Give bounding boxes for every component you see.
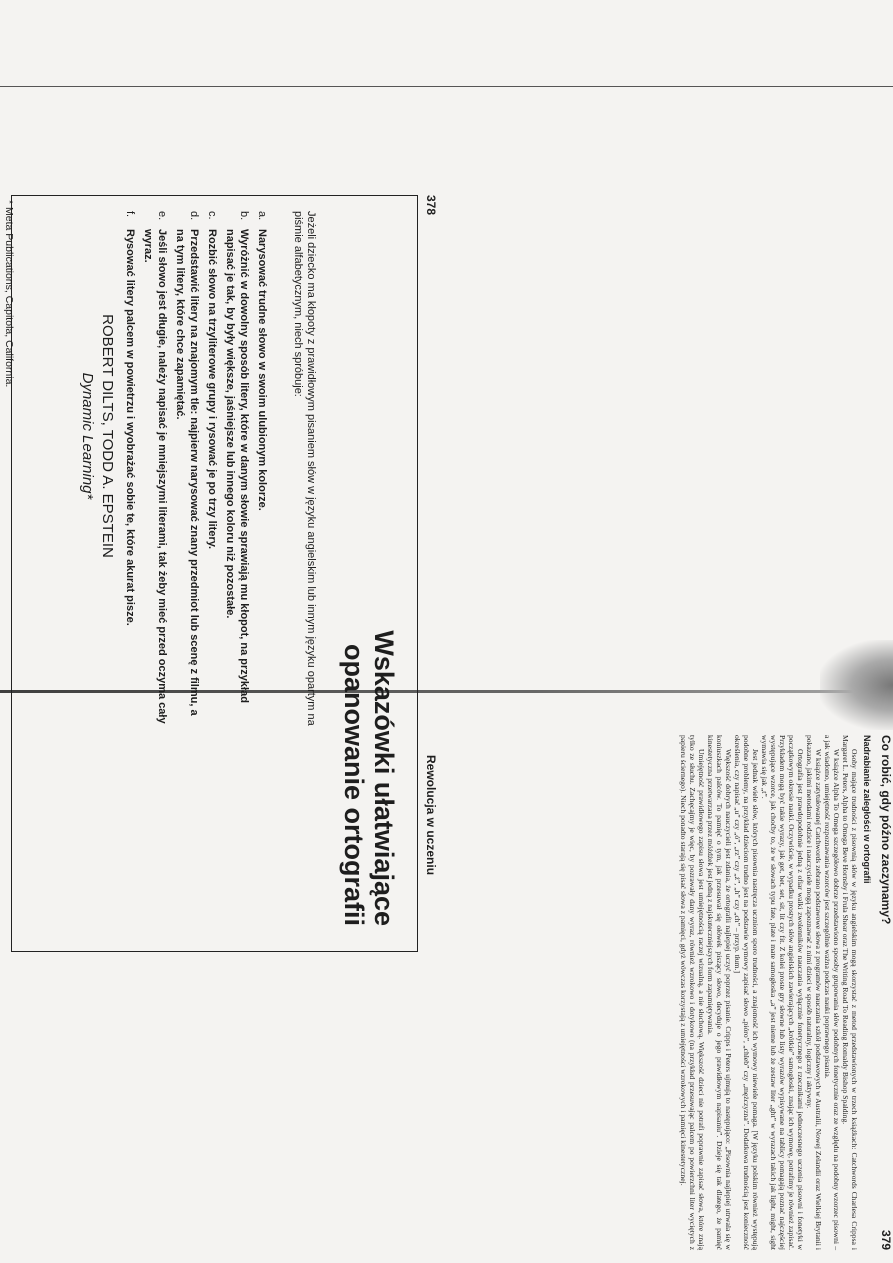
tips-list <box>119 211 269 731</box>
footnote: * Meta Publications, Capitola, California. <box>3 200 15 388</box>
gutter-shadow <box>820 640 893 730</box>
right-page-body <box>681 735 871 1250</box>
running-head-right: Co robić, gdy późno zaczynamy? <box>879 735 893 925</box>
box-intro: Jeżeli dziecko ma kłopoty z prawidłowym pisaniem słów w języku angielskim lub innym języku opartym na piśmie alfabetycznym, niech spróbuje: <box>292 211 317 726</box>
list-item: f. Rysować litery palcem w powietrzu i wyobrażać sobie te, które akurat pisze. <box>124 211 136 626</box>
paragraph: Jest jednak wiele słów, których pisownia nastręcza uczniom sporo trudności, a znajomość ich wymowy niewiele pomaga. [W języku polskim również występują podobne problemy, na przykład dzieciom trudno jest na podstawie wymowy zapisać słowo „pióro”, „chleb” czy „mężczyzna”. Dodatkowa trudnością jest konieczność określenia, czy napisać „u” czy „ó”, „rz” czy „ż”, „h” czy „ch” – przyp. tłum.] <box>733 735 760 1250</box>
list-item: e. Jeśli słowo jest długie, należy napisać je mniejszymi literami, tak żeby mieć przed oczyma cały wyraz. <box>142 211 168 724</box>
paragraph: W książce Alpha To Omega szczegółowo dobrze przedstawiono sposoby grupowania słów podobnych fonetycznie oraz ze względu na podobny wzorzec pisowni – a jak wiadomo, umiejętność rozpoznawania wzorców jest szczególnie ważna podczas nauki poprawnego pisania. <box>823 735 841 1250</box>
section-heading: Nadrabianie zaległości w ortografii <box>862 735 872 884</box>
running-head-left: Rewolucja w uczeniu <box>424 755 438 876</box>
scan-edge-line <box>0 86 893 87</box>
paragraph: Większość dobrych nauczycieli jest zdania, że ortografii najlepiej uczyć poprzez pisanie. Cripps i Peters ujmują to następująco: „Pisownia najlepiej utrwala się w koniuszkach palców. To pamięć o tym, jak przesuwał się ołówek piszący słowo, decyduje o jego prawidłowym napisaniu”. Dzieje się tak dlatego, że pamięć kinestetyczna przetwarzana przez móżdżek jest jedną z najskuteczniejszych form zapamiętywania. <box>706 735 733 1250</box>
right-page <box>678 735 893 1255</box>
page-number-right: 379 <box>879 1230 893 1251</box>
paragraph: W książce zatytułowanej Catchwords zebrano podstawowe słowa z programów nauczania szkół podstawowych w Australii, Nowej Zelandii oraz Wielkiej Brytanii i pokazano, jakimi metodami rodzice i nauczyciele mogą zapoznawać z nimi dzieci w sposób naturalny, logiczny i aktywny. <box>805 735 823 1250</box>
author-credit: ROBERT DILTS, TODD A. EPSTEIN Dynamic Learning* <box>79 314 116 558</box>
paragraph: Ortografia jest prawdopodobnie jedną z ofiar walki zwolenników nauczania wyłącznie fonetycznego z rzecznikami jednoczesnego uczenia pisowni i fonetyki w początkowym okresie nauki. Oczywiście, w wypadku prostych słów angielskich zawierających „krótkie” samogłoski, znając ich wymowę, potrafimy je również zapisać. Przykładem mogą być takie wyrazy, jak get, bet, set, sit, lit czy fit. Z kolei proste gry słowne lub listy wyrazów wypisywane na tablicy pomagają poznać najczęściej występujące wzorce, jak choćby to, że w słowach typu fate, plate i mate samogłoska „a” jest nieme lub że zestaw liter „ght” w wyrazach takich jak light, might, sight wymawia się jak „t”. <box>760 735 805 1250</box>
info-box <box>11 195 418 952</box>
list-item: b. Wyróżnić w dowolny sposób litery, które w danym słowie sprawiają mu kłopot, na przykład napisać je tak, by były większe, jaśniejsze lub innego koloru niż pozostałe. <box>224 211 250 703</box>
list-item: c. Rozbić słowo na trzyliterowe grupy i rysować je po trzy litery. <box>206 211 218 550</box>
list-item: a. Narysować trudne słowo w swoim ulubionym kolorze. <box>256 211 268 511</box>
paragraph: Osoby mające trudności z pisownią słów w języku angielskim mogą skorzystać z metod przedstawionych w trzech książkach: Catchwords Charlesa Crippsa i Margaret L. Peters, Alpha to Omega Beve Hornsby i Frula Shear oraz The Writing Road To Reading Romaldy Bishop Spalding. <box>841 735 859 1250</box>
paragraph: Umiejętność prawidłowego zapisu słowa jest umiejętnością raczej wizualną, a nie słuchową. Większość dzieci nie potrafi poprawnie zapisać słowa, które znają tylko ze słuchu. Zachęcajmy je więc, by pozrawały dany wyraz, również wzrokowo i dotykowo (na przykład przesuwając palcem po powierzchni liter wyciętych z papieru ściernego). Niech ponadto starają się pisać słowa z pamięci, gdyż wówczas korzystają z umiejętności wzrokowych i pamięci kinestetycznej. <box>679 735 706 1250</box>
left-page <box>0 195 440 955</box>
box-title: Wskazówki ułatwiające opanowanie ortografii <box>339 630 399 926</box>
page-number-left: 378 <box>424 195 438 216</box>
list-item: d. Przedstawić litery na znajomym tle: najpierw narysować znany przedmiot lub scenę z filmu, a na tym litery, które chce zapamiętać. <box>174 211 200 716</box>
